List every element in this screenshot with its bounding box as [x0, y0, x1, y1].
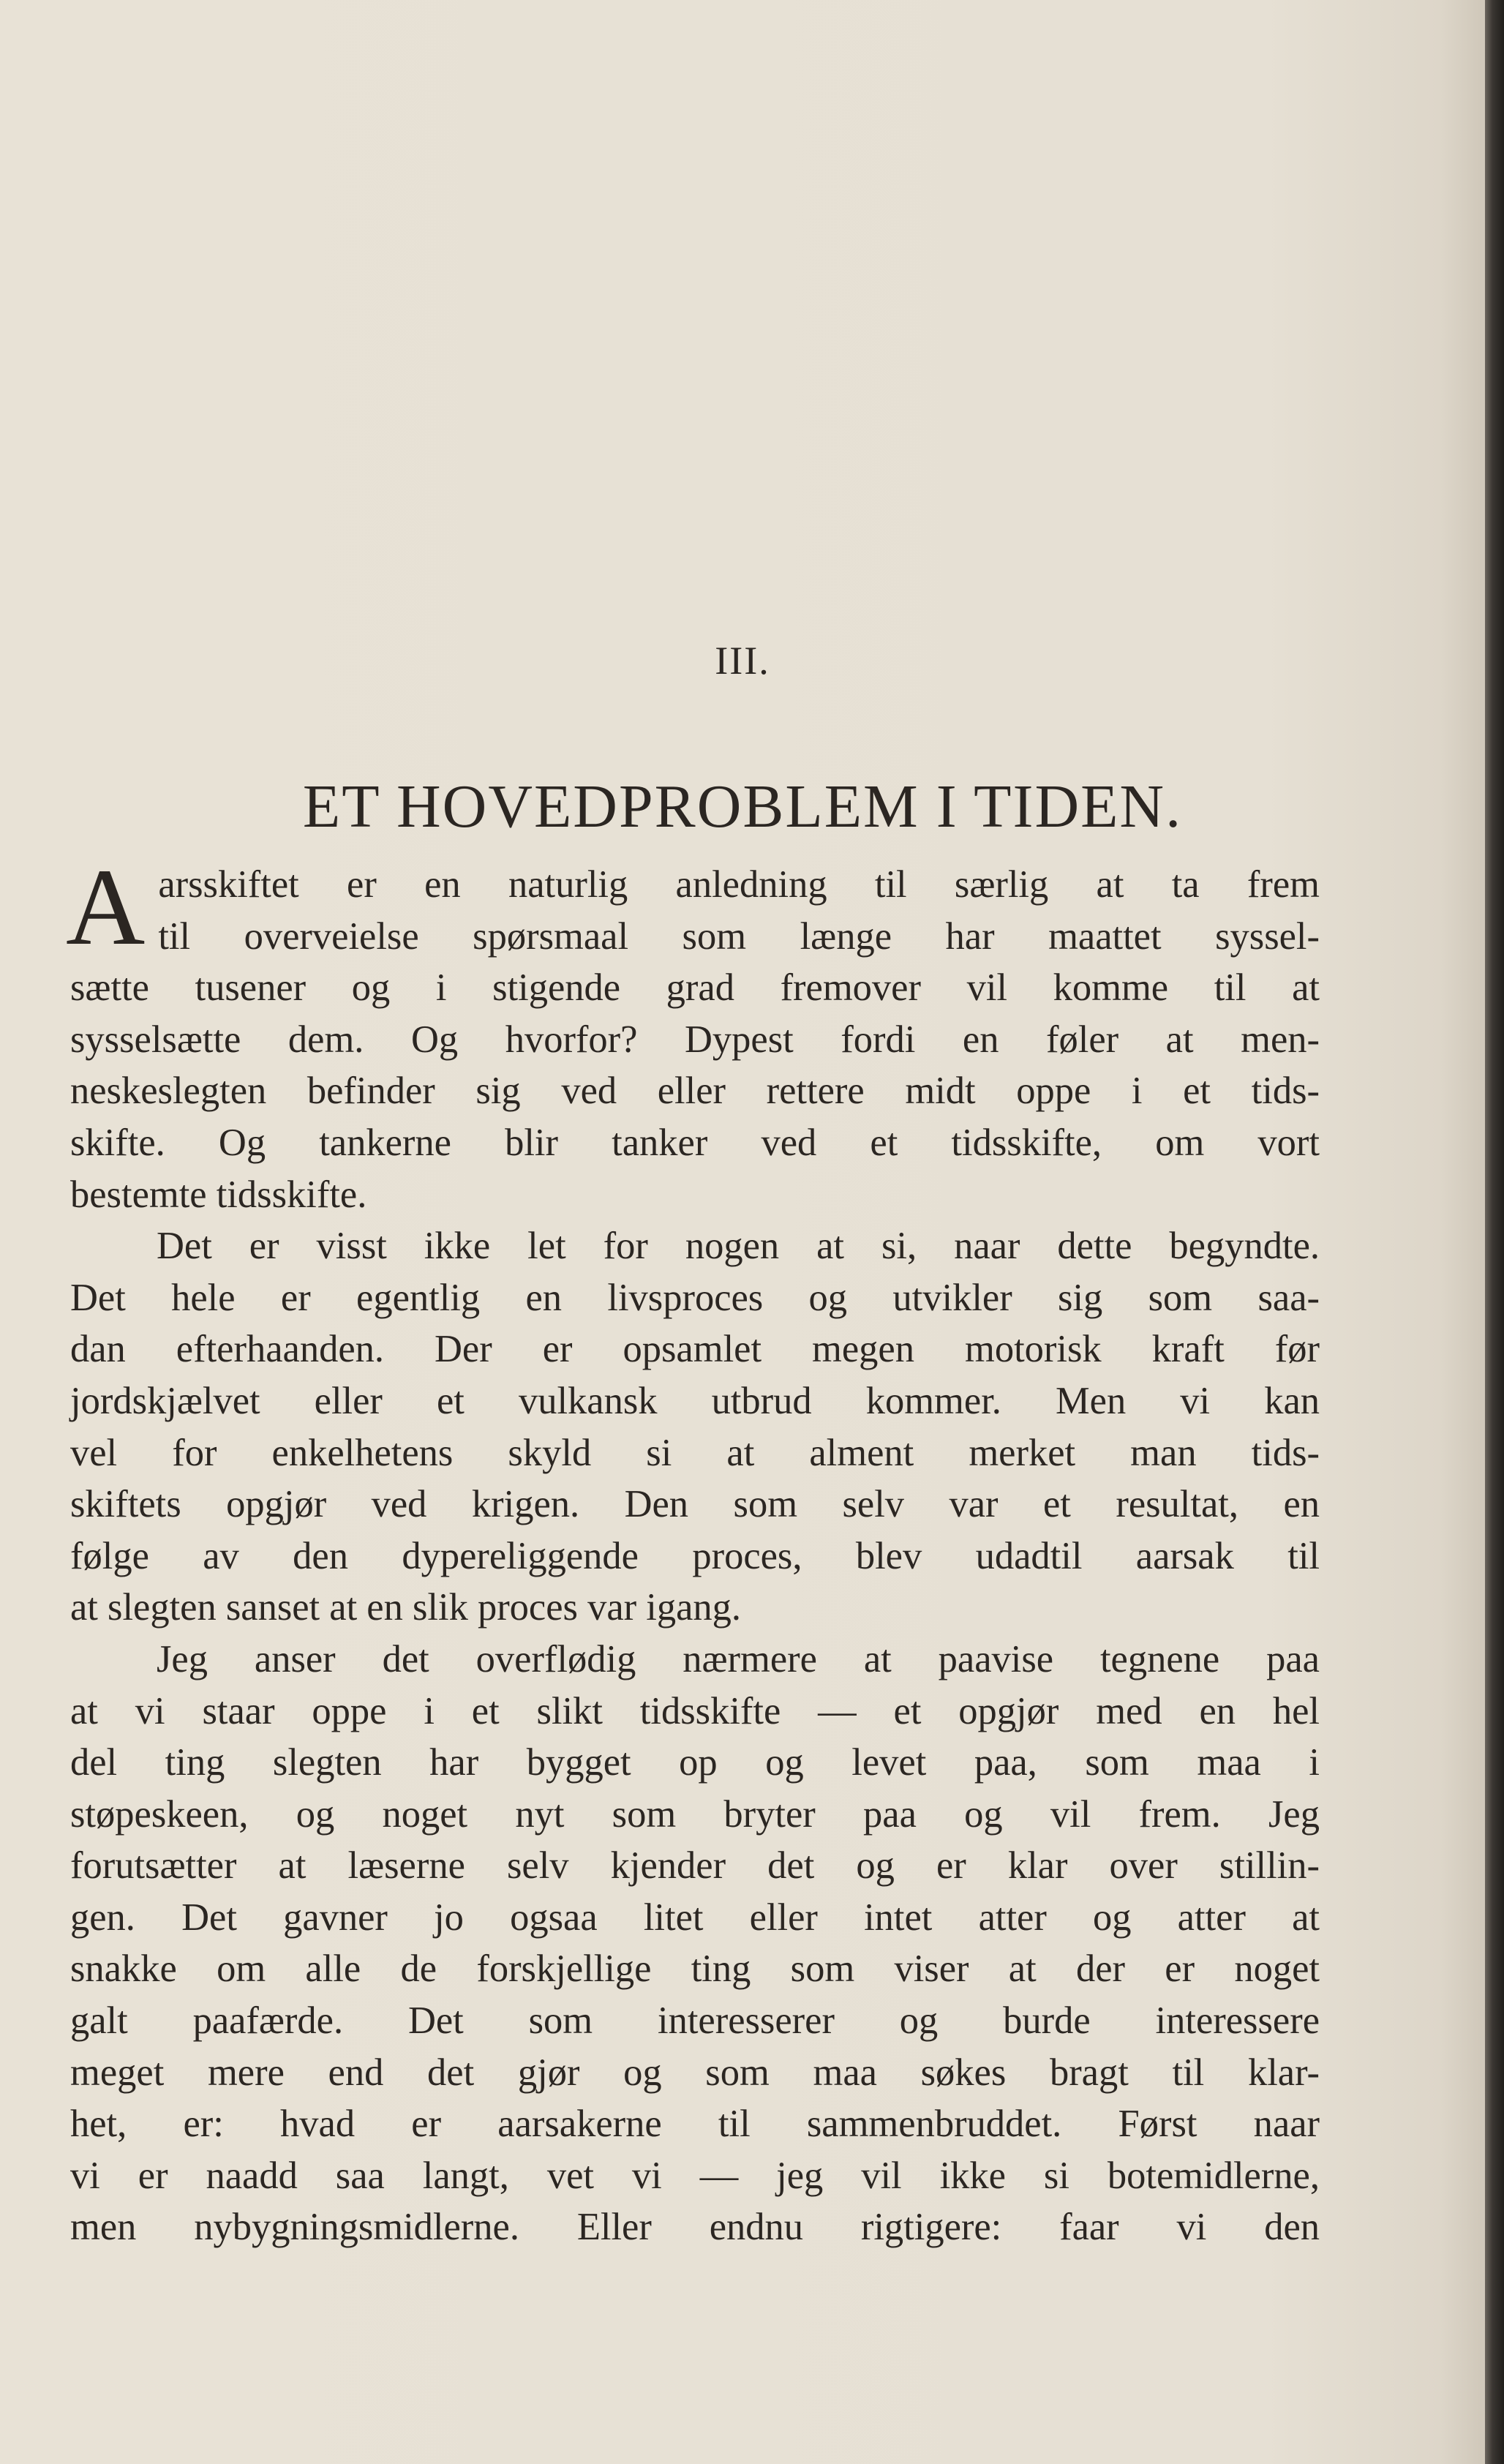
- text-line: sysselsætte dem. Og hvorfor? Dypest fordi en føler at men-: [70, 1018, 1320, 1061]
- text-line: dan efterhaanden. Der er opsamlet megen motorisk kraft før: [70, 1328, 1320, 1371]
- text-line: meget mere end det gjør og som maa søkes bragt til klar-: [70, 2051, 1320, 2094]
- body-text: [66, 846, 1320, 2253]
- text-line: jordskjælvet eller et vulkansk utbrud kommer. Men vi kan: [70, 1379, 1320, 1422]
- text-line: til overveielse spørsmaal som længe har maattet syssel-: [158, 914, 1320, 958]
- text-line: Jeg anser det overflødig nærmere at paavise tegnene paa: [157, 1637, 1320, 1680]
- chapter-number: III.: [715, 639, 770, 683]
- book-spine-edge: [1485, 0, 1504, 2464]
- text-line: at slegten sanset at en slik proces var igang.: [70, 1586, 742, 1629]
- chapter-title: ET HOVEDPROBLEM I TIDEN.: [302, 773, 1183, 841]
- text-line: men nybygningsmidlerne. Eller endnu rigtigere: faar vi den: [70, 2206, 1320, 2249]
- text-line: sætte tusener og i stigende grad fremover vil komme til at: [70, 966, 1320, 1010]
- text-line: galt paafærde. Det som interesserer og burde interessere: [70, 1999, 1320, 2043]
- text-line: skifte. Og tankerne blir tanker ved et tidsskifte, om vort: [70, 1121, 1320, 1164]
- text-line: snakke om alle de forskjellige ting som viser at der er noget: [70, 1947, 1320, 1991]
- text-line: vi er naadd saa langt, vet vi — jeg vil ikke si botemidlerne,: [70, 2154, 1320, 2197]
- text-line: del ting slegten har bygget op og levet paa, som maa i: [70, 1741, 1320, 1784]
- text-line: bestemte tidsskifte.: [70, 1173, 367, 1216]
- text-line: følge av den dypereliggende proces, blev udadtil aarsak til: [70, 1534, 1320, 1577]
- text-line: arsskiftet er en naturlig anledning til særlig at ta frem: [158, 863, 1320, 906]
- text-line: Det hele er egentlig en livsproces og utvikler sig som saa-: [70, 1276, 1320, 1319]
- text-line: Det er visst ikke let for nogen at si, naar dette begyndte.: [157, 1225, 1320, 1268]
- drop-cap: A: [66, 846, 146, 968]
- text-line: at vi staar oppe i et slikt tidsskifte — et opgjør med en hel: [70, 1689, 1320, 1732]
- text-line: het, er: hvad er aarsakerne til sammenbruddet. Først naar: [70, 2103, 1320, 2146]
- text-line: neskeslegten befinder sig ved eller rettere midt oppe i et tids-: [70, 1070, 1320, 1113]
- text-line: vel for enkelhetens skyld si at alment merket man tids-: [70, 1431, 1320, 1474]
- text-line: skiftets opgjør ved krigen. Den som selv var et resultat, en: [70, 1483, 1320, 1526]
- text-line: støpeskeen, og noget nyt som bryter paa og vil frem. Jeg: [70, 1792, 1320, 1836]
- text-line: forutsætter at læserne selv kjender det og er klar over stillin-: [70, 1844, 1320, 1888]
- text-line: gen. Det gavner jo ogsaa litet eller intet atter og atter at: [70, 1896, 1320, 1939]
